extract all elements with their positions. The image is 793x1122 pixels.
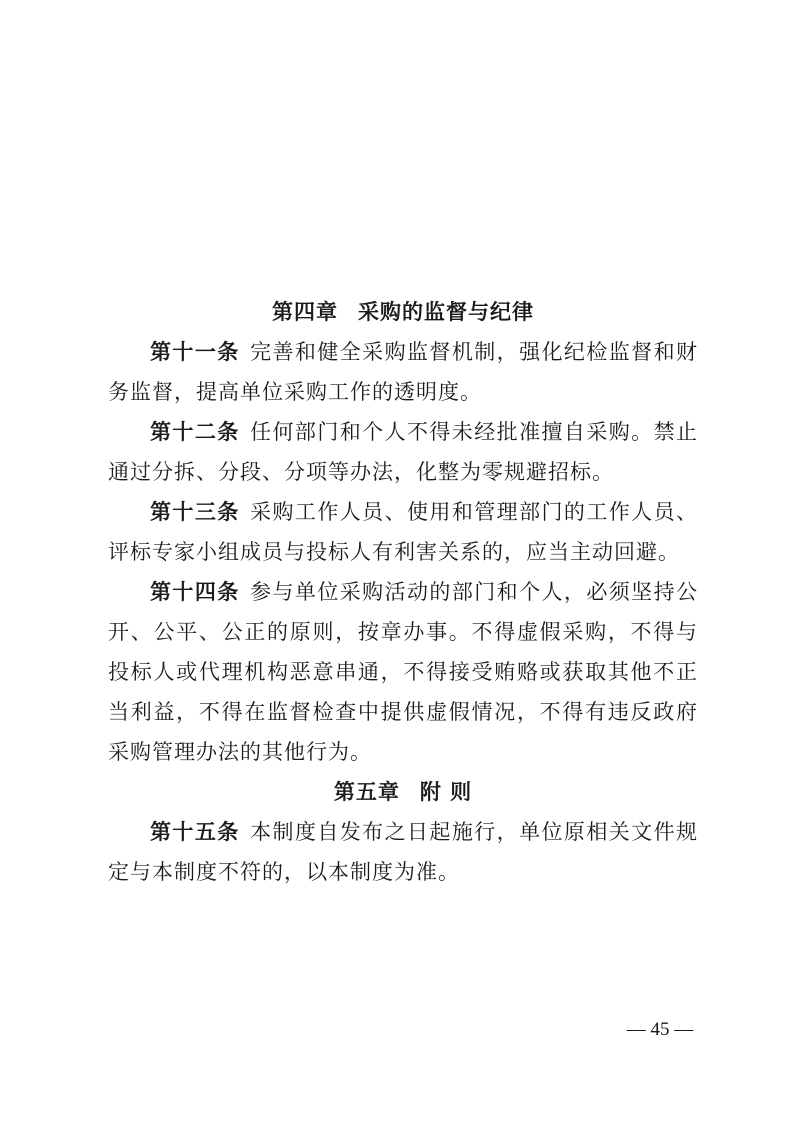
article-13 <box>108 492 698 572</box>
article-12 <box>108 412 698 492</box>
chapter-heading-4 <box>108 292 698 332</box>
chapter-heading-5 <box>108 772 698 812</box>
article-number: 第十五条 <box>150 820 240 844</box>
article-number: 第十四条 <box>150 580 240 604</box>
article-14 <box>108 572 698 772</box>
article-text: 采购工作人员、使用和管理部门的工作人员、评标专家小组成员与投标人有利害关系的，应当主动回避。 <box>108 500 699 564</box>
article-15 <box>108 812 698 892</box>
article-text: 完善和健全采购监督机制，强化纪检监督和财务监督，提高单位采购工作的透明度。 <box>108 340 699 404</box>
article-number: 第十三条 <box>150 500 240 524</box>
article-number: 第十一条 <box>150 340 240 364</box>
chapter-title: 采购的监督与纪律 <box>358 299 534 324</box>
chapter-title: 附 则 <box>419 779 473 804</box>
article-number: 第十二条 <box>150 420 240 444</box>
chapter-number: 第四章 <box>272 299 338 324</box>
article-text: 参与单位采购活动的部门和个人，必须坚持公开、公平、公正的原则，按章办事。不得虚假采购，不得与投标人或代理机构恶意串通，不得接受贿赂或获取其他不正当利益，不得在监督检查中提供虚假情况，不得有违反政府采购管理办法的其他行为。 <box>108 580 699 764</box>
article-text: 本制度自发布之日起施行，单位原相关文件规定与本制度不符的，以本制度为准。 <box>108 820 699 884</box>
chapter-number: 第五章 <box>333 779 400 804</box>
article-11 <box>108 332 698 412</box>
document-body <box>108 292 698 892</box>
page-number: — 45 — <box>626 1019 694 1040</box>
article-text: 任何部门和个人不得未经批准擅自采购。禁止通过分拆、分段、分项等办法，化整为零规避招标。 <box>108 420 699 484</box>
